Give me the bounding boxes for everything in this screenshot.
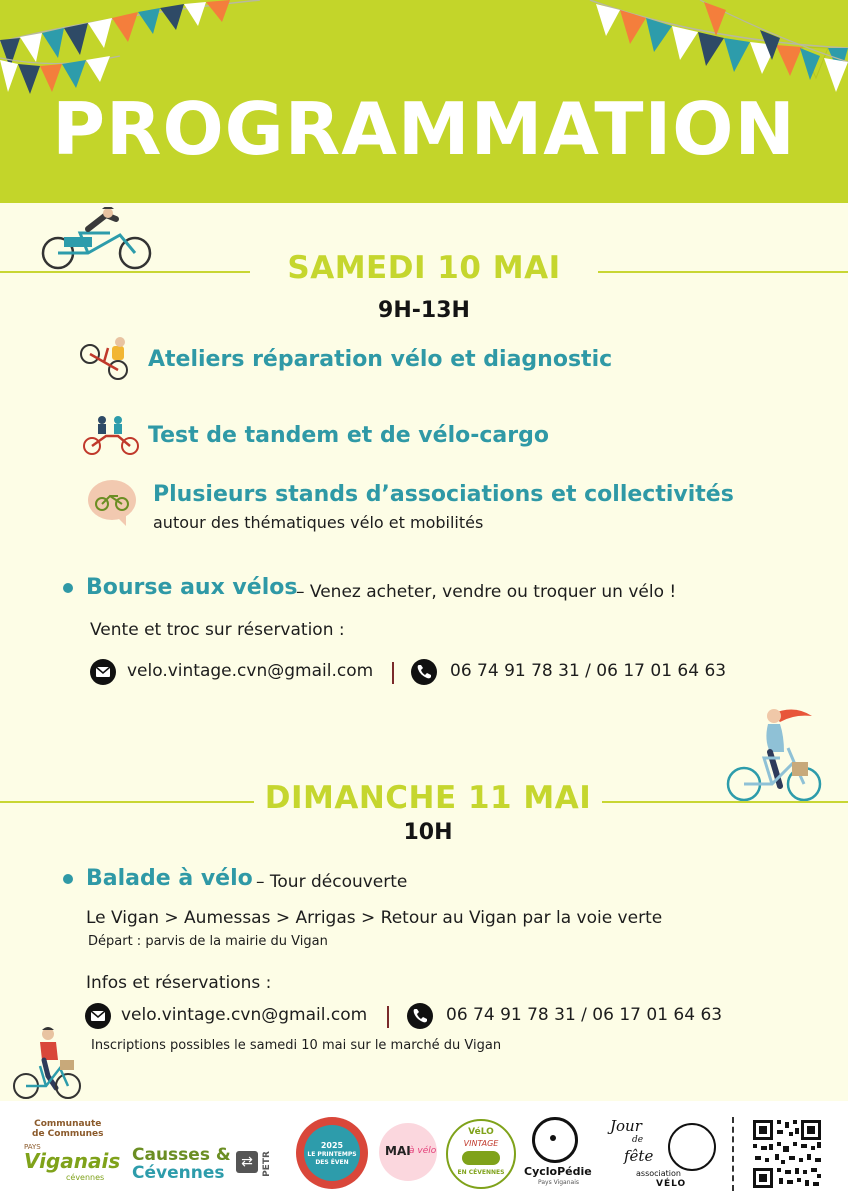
balade-route: Le Vigan > Aumessas > Arrigas > Retour au Vigan par la voie verte xyxy=(86,908,663,928)
printemps-logo xyxy=(296,1117,368,1189)
logo-text: LE PRINTEMPS xyxy=(307,1151,357,1158)
cyclist-illustration xyxy=(40,207,154,271)
logo-text: MAI xyxy=(385,1144,411,1158)
activity-repair: Ateliers réparation vélo et diagnostic xyxy=(148,347,613,372)
jour-de-fete-logo xyxy=(608,1117,720,1191)
divider-left xyxy=(0,271,250,273)
logo-hill xyxy=(462,1151,500,1165)
balade-title: Balade à vélo xyxy=(86,866,253,891)
sunday-phone-link[interactable]: 06 74 91 78 31 / 06 17 01 64 63 xyxy=(446,1005,723,1025)
bike-bubble-icon xyxy=(86,478,138,526)
logo-text: EN CÉVENNES xyxy=(457,1169,505,1176)
divider-left xyxy=(0,801,254,803)
phone-icon xyxy=(407,1003,433,1029)
sunday-title: DIMANCHE 11 MAI xyxy=(264,780,592,816)
email-icon xyxy=(85,1003,111,1029)
activity-tandem: Test de tandem et de vélo-cargo xyxy=(148,423,549,448)
logo-text: Cévennes xyxy=(132,1163,225,1183)
bourse-desc: – Venez acheter, vendre ou troquer un vélo ! xyxy=(296,582,677,602)
balade-desc: – Tour découverte xyxy=(256,872,408,892)
separator xyxy=(392,662,394,684)
tandem-icon xyxy=(82,414,140,456)
logo-text: Viganais xyxy=(24,1149,121,1173)
sunday-hours: 10H xyxy=(403,820,453,845)
infos-label: Infos et réservations : xyxy=(86,973,272,993)
bullet-dot xyxy=(63,583,73,593)
mai-velo-logo xyxy=(379,1123,437,1181)
logo-text: Jour xyxy=(610,1117,642,1135)
bourse-title: Bourse aux vélos xyxy=(86,575,298,600)
activity-stands: Plusieurs stands d’associations et collectivités xyxy=(153,482,734,507)
logo-text: VÉLO xyxy=(656,1179,687,1189)
arrows-icon: ⇄ xyxy=(236,1151,258,1173)
bullet-dot xyxy=(63,874,73,884)
logo-text: Causses & xyxy=(132,1145,231,1165)
logo-text: de Communes xyxy=(32,1129,104,1139)
bourse-note: Vente et troc sur réservation : xyxy=(90,620,345,640)
saturday-title: SAMEDI 10 MAI xyxy=(287,250,561,286)
logo-text: VINTAGE xyxy=(463,1139,499,1148)
logo-text: de xyxy=(632,1135,644,1145)
logo-text: 2025 xyxy=(320,1141,344,1150)
logo-text: Communaute xyxy=(34,1119,102,1129)
causses-logo xyxy=(132,1145,282,1189)
inscriptions-note: Inscriptions possibles le samedi 10 mai sur le marché du Vigan xyxy=(91,1038,502,1053)
logo-text: PAYS xyxy=(24,1143,41,1151)
sunday-email-link[interactable]: velo.vintage.cvn@gmail.com xyxy=(121,1005,368,1025)
communaute-logo xyxy=(18,1119,122,1187)
qr-code[interactable] xyxy=(751,1118,823,1190)
footer-logos xyxy=(0,1101,848,1200)
balade-depart: Départ : parvis de la mairie du Vigan xyxy=(88,934,328,949)
saturday-phone-link[interactable]: 06 74 91 78 31 / 06 17 01 64 63 xyxy=(450,661,727,681)
logo-text: cévennes xyxy=(66,1173,105,1182)
logo-text: à vélo xyxy=(409,1146,437,1156)
woman-cyclist-illustration xyxy=(724,700,824,804)
header-banner xyxy=(0,0,848,203)
logo-text: DES ÉVEN xyxy=(315,1159,349,1166)
page-title: PROGRAMMATION xyxy=(52,87,796,171)
email-icon xyxy=(90,659,116,685)
logo-text: VéLO xyxy=(468,1127,494,1137)
logo-text: association xyxy=(636,1169,681,1178)
footer-separator xyxy=(732,1117,734,1191)
separator xyxy=(387,1006,389,1028)
logo-text: fête xyxy=(624,1147,654,1165)
velo-vintage-logo xyxy=(446,1119,516,1189)
phone-icon xyxy=(411,659,437,685)
wheel-icon xyxy=(668,1123,716,1171)
saturday-email-link[interactable]: velo.vintage.cvn@gmail.com xyxy=(127,661,374,681)
divider-right xyxy=(602,801,848,803)
activity-stands-sub: autour des thématiques vélo et mobilités xyxy=(153,513,484,532)
logo-text: PETR xyxy=(261,1151,272,1177)
logo-text: CycloPédie xyxy=(524,1165,592,1178)
man-cyclist-illustration xyxy=(12,1026,82,1102)
cyclopedie-logo xyxy=(524,1117,596,1191)
bike-repair-icon xyxy=(78,334,134,382)
logo-text: Pays Viganais xyxy=(538,1179,580,1186)
divider-right xyxy=(598,271,848,273)
saturday-hours: 9H-13H xyxy=(378,298,470,323)
